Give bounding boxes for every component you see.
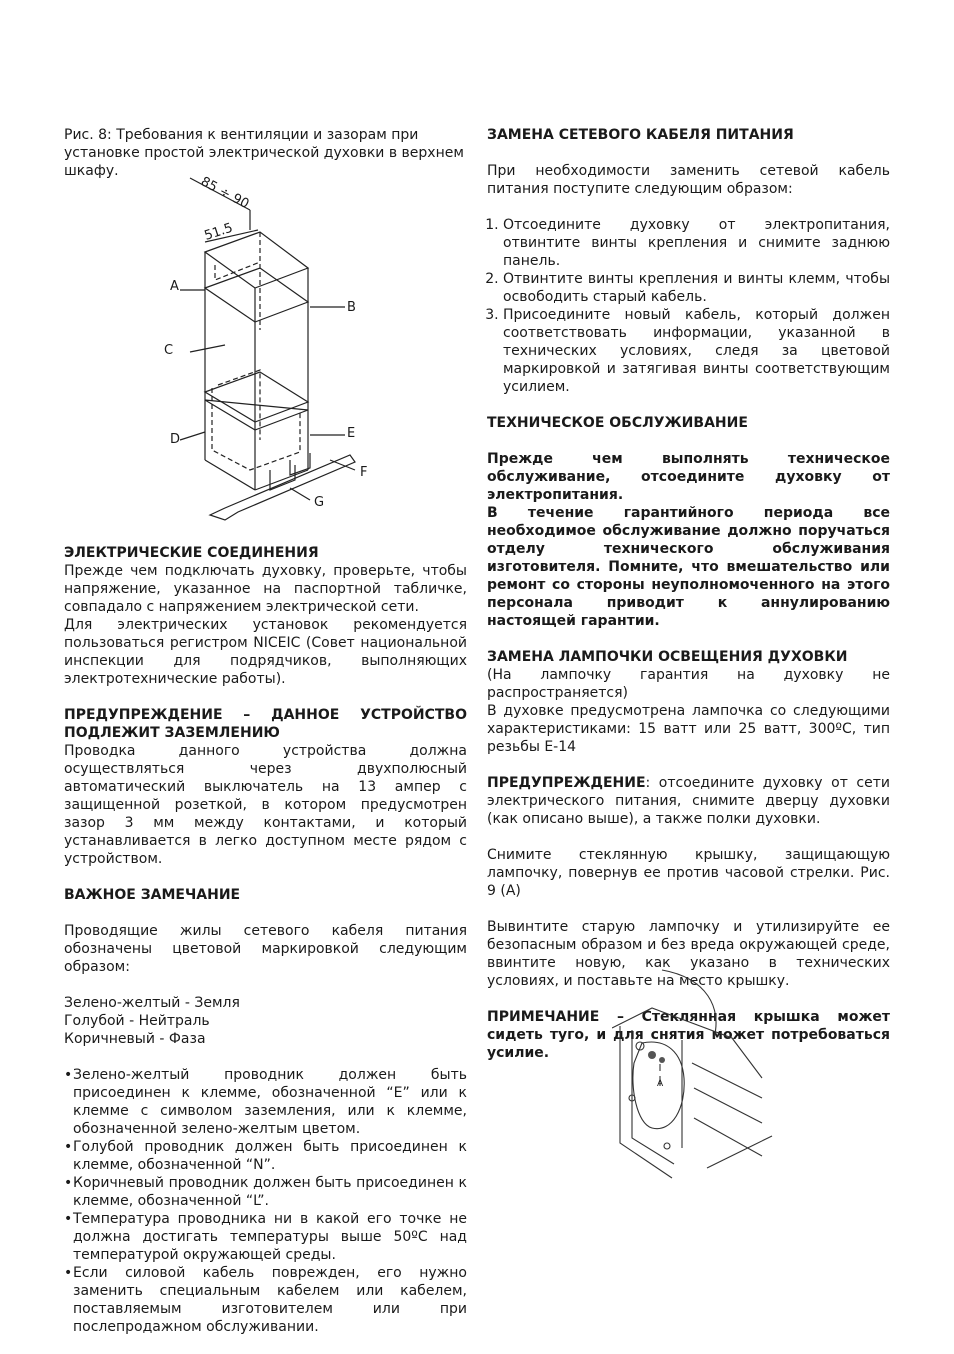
grounding-p1: Проводка данного устройства должна осуществляться через двухполюсный автоматический выключатель на 13 ампер с защищенной розеткой, в котором предусмотрен зазор 3 мм между контактами, и который устанавливается в легко доступном месте рядом с устройством. bbox=[64, 743, 467, 867]
list-item: 2. Отвинтите винты крепления и винты клемм, чтобы освободить старый кабель. bbox=[503, 270, 890, 306]
list-item: 3. Присоедините новый кабель, который должен соответствовать информации, указанной в технических условиях, следя за цветовой маркировкой и затягивая винты соответствующим усилием. bbox=[503, 306, 890, 396]
cable-steps bbox=[487, 216, 890, 396]
label-e: E bbox=[347, 426, 356, 441]
lamp-warning-text: : отсоедините духовку от сети электрического питания, снимите дверцу духовки (как описано выше), а также полки духовки. bbox=[487, 775, 890, 827]
list-item: • Если силовой кабель поврежден, его нужно заменить специальным кабелем или кабелем, поставляемым изготовителем или при послепродажном обслуживании. bbox=[64, 1264, 467, 1336]
fig8-cabinet-diagram bbox=[150, 170, 380, 530]
list-item: 1. Отсоедините духовку от электропитания, отвинтите винты крепления и снимите заднюю панель. bbox=[503, 216, 890, 270]
lamp-warning bbox=[487, 774, 890, 828]
lamp-warning-label: ПРЕДУПРЕЖДЕНИЕ bbox=[487, 775, 646, 791]
left-text bbox=[64, 544, 467, 1336]
maintenance-p2: В течение гарантийного периода все необходимое обслуживание должно поручаться отделу технического обслуживания изготовителя. Помните, что вмешательство или ремонт со стороны неуполномоченного на этого персонала приводит к аннулированию настоящей гарантии. bbox=[487, 505, 890, 629]
lamp-heading: ЗАМЕНА ЛАМПОЧКИ ОСВЕЩЕНИЯ ДУХОВКИ bbox=[487, 649, 848, 665]
label-d: D bbox=[170, 432, 181, 447]
cable-intro: При необходимости заменить сетевой кабель питания поступите следующим образом: bbox=[487, 163, 890, 197]
wire-brown: Коричневый - Фаза bbox=[64, 1031, 206, 1047]
fig9-label-a: A bbox=[657, 1079, 664, 1089]
list-item: • Голубой проводник должен быть присоединен к клемме, обозначенной “N”. bbox=[64, 1138, 467, 1174]
wire-blue: Голубой - Нейтраль bbox=[64, 1013, 210, 1029]
lamp-p1: В духовке предусмотрена лампочка со следующими характеристиками: 15 ватт или 25 ватт, 300ºC, тип резьбы E-14 bbox=[487, 703, 890, 755]
fig9-lamp-diagram bbox=[612, 968, 782, 1188]
grounding-heading: ПРЕДУПРЕЖДЕНИЕ – ДАННОЕ УСТРОЙСТВО ПОДЛЕЖИТ ЗАЗЕМЛЕНИЮ bbox=[64, 707, 467, 741]
maintenance-p1: Прежде чем выполнять техническое обслуживание, отсоедините духовку от электропитания. bbox=[487, 451, 890, 503]
list-item: • Зелено-желтый проводник должен быть присоединен к клемме, обозначенной “E” или к клемме с символом заземления, или к клемме, обозначенной зелено-желтым цветом. bbox=[64, 1066, 467, 1138]
lamp-p3: Вывинтите старую лампочку и утилизируйте ее безопасным образом и без вреда окружающей среде, ввинтите новую, как указано в технических условиях, и поставьте на место крышку. bbox=[487, 919, 890, 989]
dim-85-90-label: 85 ÷ 90 bbox=[198, 174, 252, 213]
label-a: A bbox=[170, 279, 179, 294]
label-f: F bbox=[360, 465, 368, 480]
maintenance-heading: ТЕХНИЧЕСКОЕ ОБСЛУЖИВАНИЕ bbox=[487, 415, 748, 431]
label-c: C bbox=[164, 343, 174, 358]
important-heading: ВАЖНОЕ ЗАМЕЧАНИЕ bbox=[64, 887, 241, 903]
wiring-bullets bbox=[64, 1066, 467, 1336]
important-p1: Проводящие жилы сетевого кабеля питания обозначены цветовой маркировкой следующим образом: bbox=[64, 923, 467, 975]
list-item: • Температура проводника ни в какой его точке не должна достигать температуры выше 50ºC над температурой окружающей среды. bbox=[64, 1210, 467, 1264]
cable-heading: ЗАМЕНА СЕТЕВОГО КАБЕЛЯ ПИТАНИЯ bbox=[487, 127, 794, 143]
dim-51-5-label: 51.5 bbox=[202, 220, 235, 244]
electrical-heading: ЭЛЕКТРИЧЕСКИЕ СОЕДИНЕНИЯ bbox=[64, 545, 319, 561]
electrical-p1: Прежде чем подключать духовку, проверьте, чтобы напряжение, указанное на паспортной табличке, совпадало с напряжением электрической сети. bbox=[64, 563, 467, 615]
fig8-caption: Рис. 8: Требования к вентиляции и зазорам при установке простой электрической духовки в верхнем шкафу. bbox=[64, 127, 464, 179]
wire-green: Зелено-желтый - Земля bbox=[64, 995, 240, 1011]
lamp-p2: Снимите стеклянную крышку, защищающую лампочку, повернув ее против часовой стрелки. Рис. 9 (A) bbox=[487, 847, 890, 899]
electrical-p2: Для электрических установок рекомендуется пользоваться регистром NICEIC (Совет национальной инспекции для подрядчиков, выполняющих электротехнические работы). bbox=[64, 617, 467, 687]
label-b: B bbox=[347, 300, 356, 315]
lamp-note: (На лампочку гарантия на духовку не распространяется) bbox=[487, 667, 890, 701]
list-item: • Коричневый проводник должен быть присоединен к клемме, обозначенной “L”. bbox=[64, 1174, 467, 1210]
lamp-note2: ПРИМЕЧАНИЕ – Стеклянная крышка может сидеть туго, и для снятия может потребоваться усилие. bbox=[487, 1009, 890, 1061]
right-column bbox=[487, 126, 890, 1062]
label-g: G bbox=[314, 495, 325, 510]
